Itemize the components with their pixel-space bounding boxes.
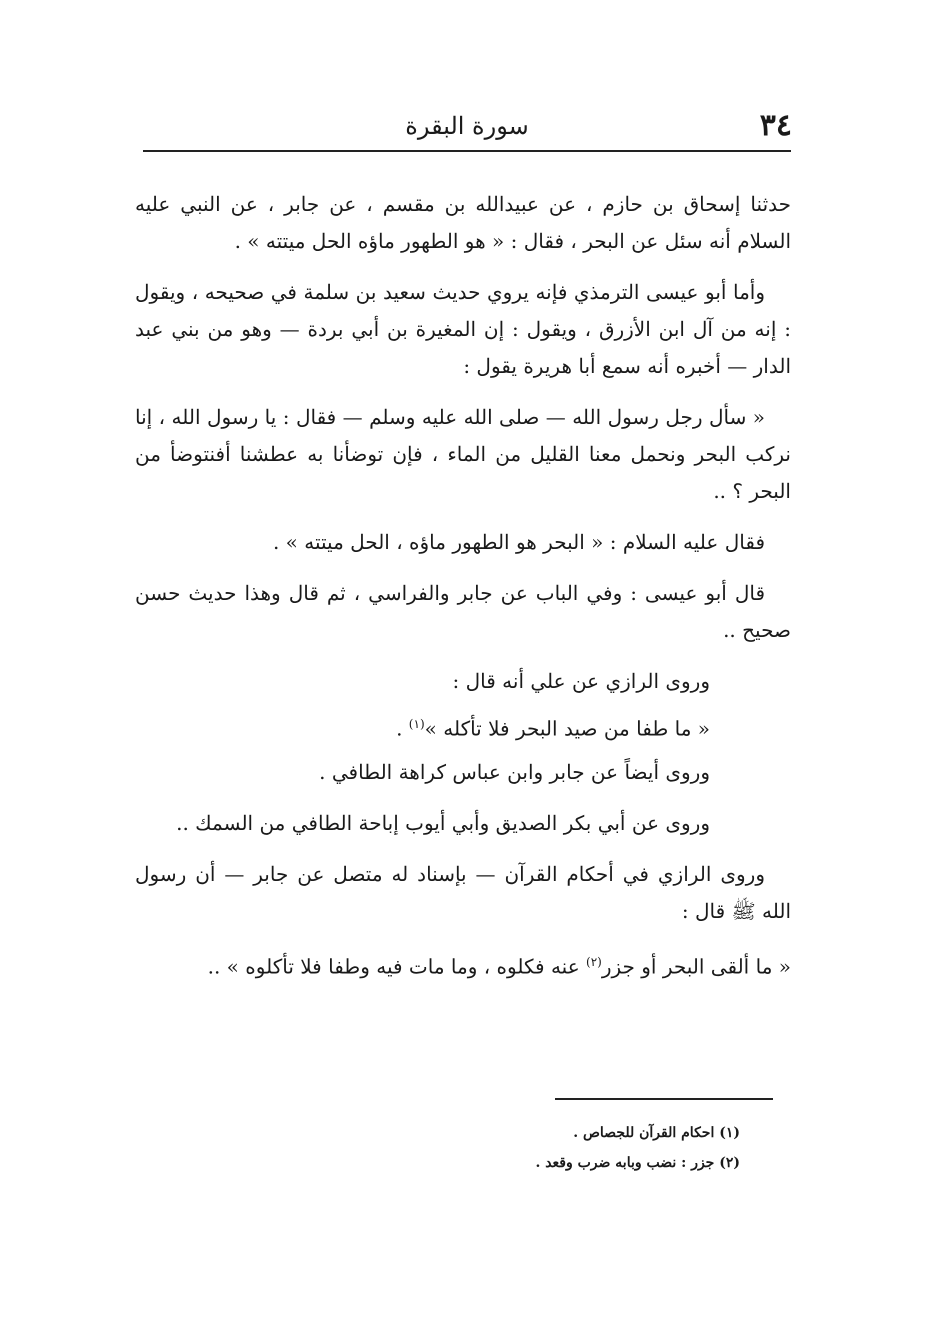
paragraph-8: وروى أيضاً عن جابر وابن عباس كراهة الطافي .	[319, 759, 710, 784]
hadith-text-end: عنه فكلوه ، وما مات فيه وطفا فلا تأكلوه » ..	[207, 954, 586, 979]
paragraph-11	[135, 944, 791, 986]
paragraph-1: حدثنا إسحاق بن حازم ، عن عبيدالله بن مقسم ، عن جابر ، عن النبي عليه السلام أنه سئل عن البحر ، فقال : « هو الطهور ماؤه الحل ميتته » .	[135, 192, 791, 253]
paragraph-10: وروى الرازي في أحكام القرآن — بإسناد له متصل عن جابر — أن رسول الله ﷺ قال :	[135, 861, 791, 923]
footnotes	[330, 1118, 740, 1178]
footnote-2: (٢) جزر : نضب وبابه ضرب وقعد .	[535, 1155, 740, 1171]
running-title: سورة البقرة	[405, 112, 529, 140]
paragraph-9: وروى عن أبي بكر الصديق وأبي أيوب إباحة الطافي من السمك ..	[176, 810, 710, 835]
paragraph-4: فقال عليه السلام : « البحر هو الطهور ماؤه ، الحل ميتته » .	[272, 530, 765, 554]
page-body	[135, 186, 791, 999]
paragraph-2: وأما أبو عيسى الترمذي فإنه يروي حديث سعيد بن سلمة في صحيحه ، ويقول : إنه من آل ابن الأزرق ، ويقول : إن المغيرة بن أبي بردة — وهو من بني عبد الدار — أخبره أنه سمع أبا هريرة يقول :	[135, 280, 791, 378]
footnote-1: (١) احكام القرآن للجصاص .	[573, 1125, 740, 1141]
quote-text: « ما طفا من صيد البحر فلا تأكله »	[424, 716, 710, 741]
paragraph-5: قال أبو عيسى : وفي الباب عن جابر والفراسي ، ثم قال وهذا حديث حسن صحيح ..	[135, 581, 791, 642]
header-rule	[143, 150, 791, 152]
quote-end: .	[396, 716, 409, 741]
hadith-text-start: « ما ألقى البحر أو جزر	[601, 954, 791, 979]
paragraph-7	[146, 706, 736, 748]
footnote-ref-1: (١)	[408, 717, 425, 731]
paragraph-3: « سأل رجل رسول الله — صلى الله عليه وسلم — فقال : يا رسول الله ، إنا نركب البحر ونحمل معنا القليل من الماء ، فإن توضأنا به عطشنا أفنتوضأ من البحر ؟ ..	[135, 405, 791, 503]
footnote-rule	[555, 1098, 773, 1100]
page-header	[142, 108, 792, 148]
page-number: ٣٤	[759, 108, 792, 143]
paragraph-6: وروى الرازي عن علي أنه قال :	[452, 669, 710, 693]
footnote-ref-2: (٢)	[586, 954, 602, 969]
